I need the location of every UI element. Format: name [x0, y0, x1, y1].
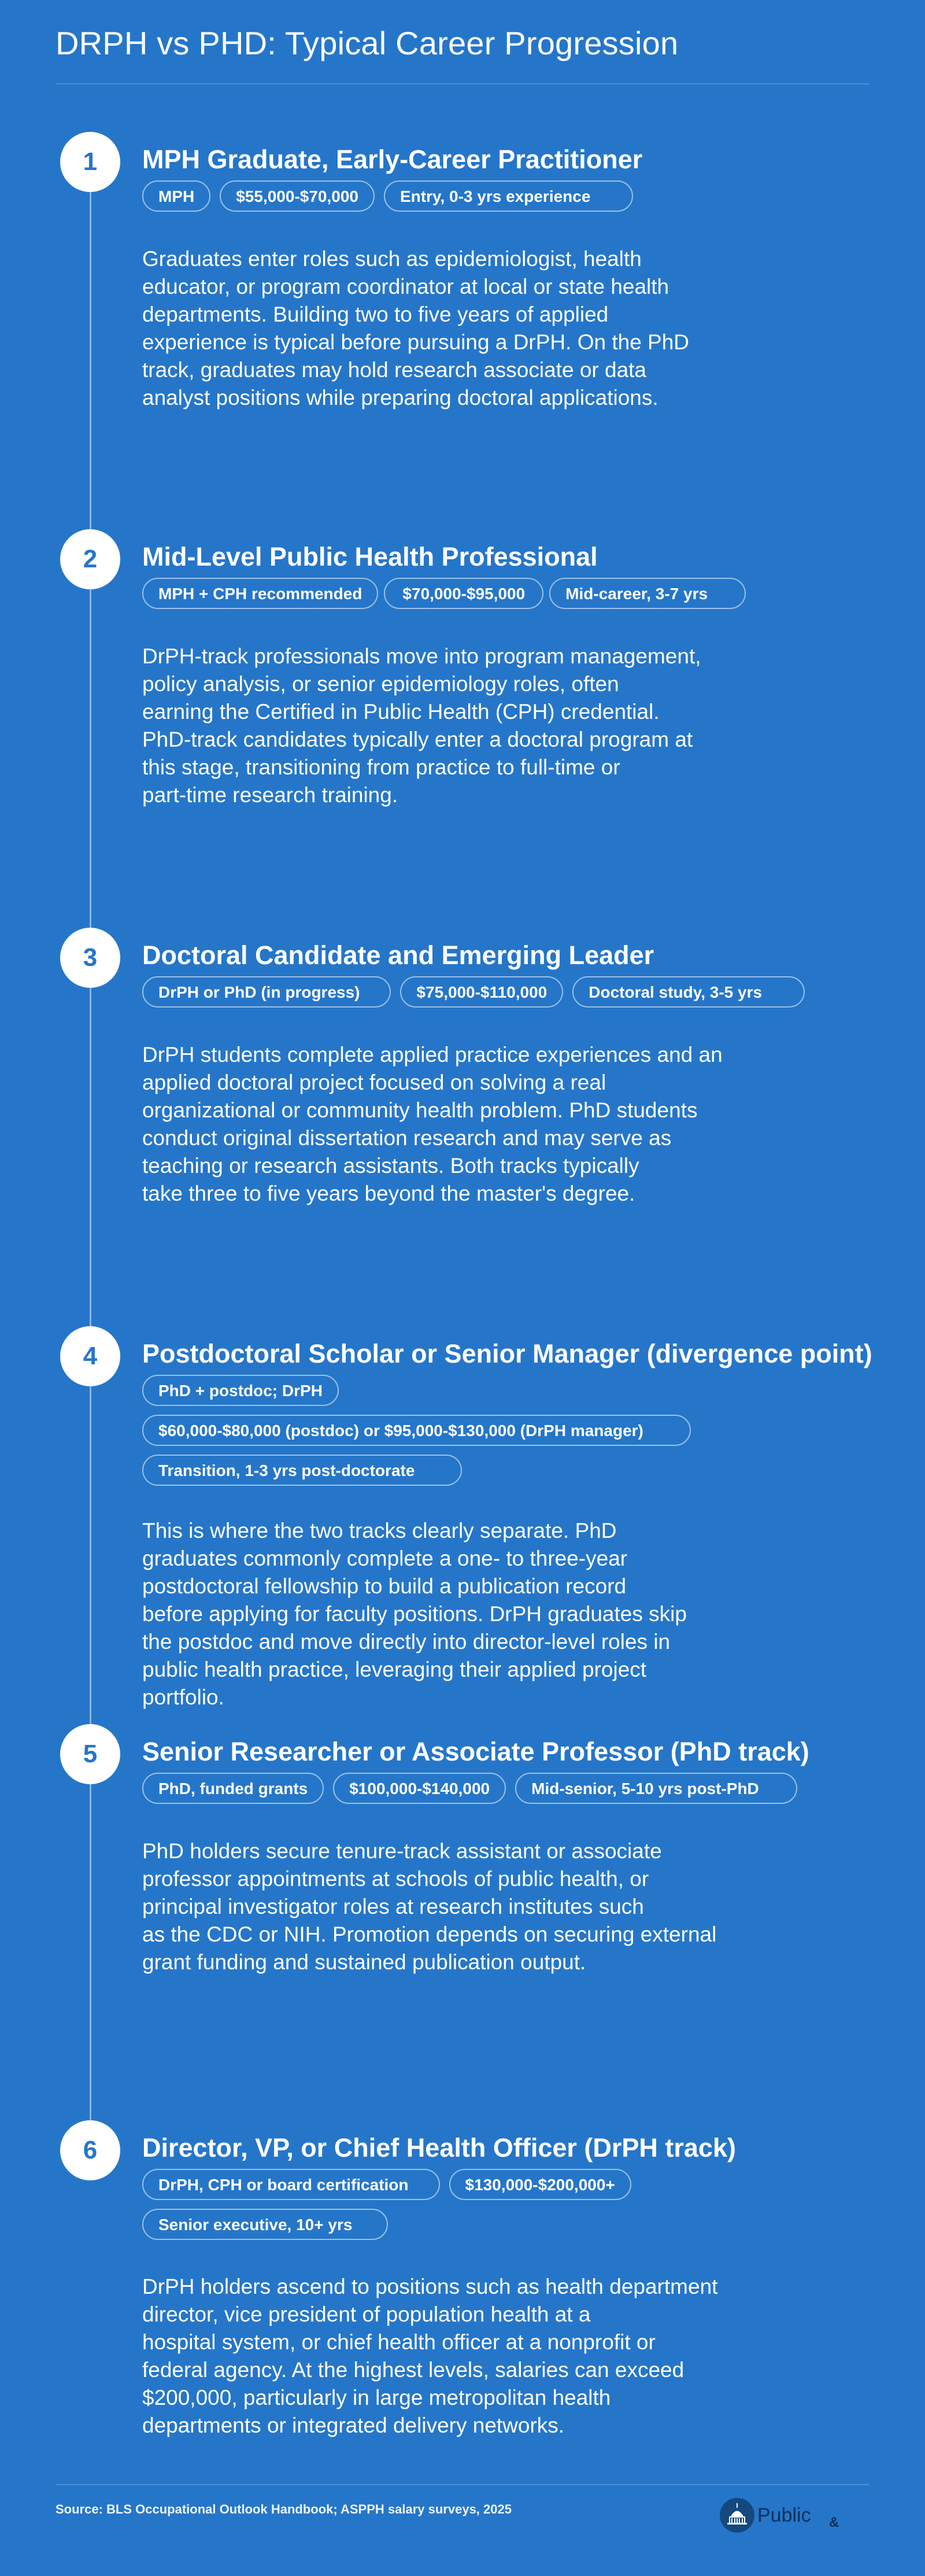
salary-pill: $60,000-$80,000 (postdoc) or $95,000-$130,000 (DrPH manager) [142, 1415, 691, 1446]
credential-pill: MPH [142, 180, 210, 212]
stage-tags [142, 2169, 871, 2249]
stage-title: Postdoctoral Scholar or Senior Manager (divergence point) [142, 1339, 872, 1368]
experience-pill: Mid-senior, 5-10 yrs post-PhD [515, 1773, 797, 1804]
stage-number-badge: 2 [60, 529, 120, 589]
stage-title: MPH Graduate, Early-Career Practitioner [142, 145, 643, 174]
experience-pill: Mid-career, 3-7 yrs [549, 578, 746, 609]
stage-title: Doctoral Candidate and Emerging Leader [142, 940, 654, 970]
stage-number-badge: 1 [60, 132, 120, 192]
credential-pill: PhD, funded grants [142, 1773, 324, 1804]
source-note: Source: BLS Occupational Outlook Handbook; ASPPH salary surveys, 2025 [56, 2502, 512, 2516]
stage-title: Senior Researcher or Associate Professor (PhD track) [142, 1737, 809, 1766]
salary-pill: $75,000-$110,000 [400, 976, 563, 1007]
credential-pill: DrPH or PhD (in progress) [142, 976, 391, 1007]
brand-logo [719, 2497, 839, 2533]
experience-pill: Transition, 1-3 yrs post-doctorate [142, 1455, 462, 1486]
timeline-line [90, 162, 91, 2140]
stage-tags [142, 578, 871, 618]
stage-tags [142, 1375, 871, 1494]
experience-pill: Entry, 0-3 yrs experience [384, 180, 633, 212]
stage-number-badge: 6 [60, 2120, 120, 2180]
credential-pill: PhD + postdoc; DrPH [142, 1375, 339, 1406]
salary-pill: $130,000-$200,000+ [449, 2169, 631, 2200]
credential-pill: MPH + CPH recommended [142, 578, 378, 609]
stage-description: Graduates enter roles such as epidemiologist, health educator, or program coordinator at local or state health departments. Building two to five years of applied experience is typical before pursuing a DrPH. On the PhD track, graduates may hold research associate or data analyst positions while preparing doctoral applications. [142, 247, 690, 409]
footer-divider [56, 2484, 870, 2485]
stage-number-badge: 5 [60, 1724, 120, 1784]
experience-pill: Doctoral study, 3-5 yrs [572, 976, 805, 1007]
logo-text: Public [757, 2504, 811, 2526]
salary-pill: $100,000-$140,000 [333, 1773, 506, 1804]
experience-pill: Senior executive, 10+ yrs [142, 2209, 388, 2240]
stage-tags [142, 180, 871, 220]
stage-description: DrPH students complete applied practice experiences and an applied doctoral project focused on solving a real organizational or community health problem. PhD students conduct original dissertation research and may serve as teaching or research assistants. Both tracks typically take three to five years beyond the master's degree. [142, 1043, 723, 1205]
logo-ampersand: & [829, 2515, 839, 2530]
salary-pill: $55,000-$70,000 [220, 180, 375, 212]
credential-pill: DrPH, CPH or board certification [142, 2169, 440, 2200]
stage-tags [142, 1773, 871, 1813]
salary-pill: $70,000-$95,000 [384, 578, 543, 609]
stage-tags [142, 976, 871, 1016]
stage-description: DrPH-track professionals move into program management, policy analysis, or senior epidemiology roles, often earning the Certified in Public Health (CPH) credential. PhD-track candidates typically enter a doctoral program at this stage, transitioning from practice to full-time or part-time research training. [142, 644, 701, 807]
stage-description: PhD holders secure tenure-track assistant or associate professor appointments at schools of public health, or principal investigator roles at research institutes such as the CDC or NIH. Promotion depends on securing external grant funding and sustained publication output. [142, 1839, 717, 1974]
stage-number-badge: 4 [60, 1326, 120, 1386]
header-divider [56, 83, 870, 84]
page-title: DRPH vs PHD: Typical Career Progression [56, 25, 679, 61]
stage-description: DrPH holders ascend to positions such as health department director, vice president of population health at a hospital system, or chief health officer at a nonprofit or federal agency. At the highest levels, salaries can exceed $200,000, particularly in large metropolitan health departments or integrated delivery networks. [142, 2275, 718, 2437]
stage-title: Mid-Level Public Health Professional [142, 542, 598, 571]
capitol-dome-icon [719, 2497, 755, 2533]
stage-title: Director, VP, or Chief Health Officer (DrPH track) [142, 2133, 736, 2162]
stage-description: This is where the two tracks clearly separate. PhD graduates commonly complete a one- to three-year postdoctoral fellowship to build a publication record before applying for faculty positions. DrPH graduates skip the postdoc and move directly into director-level roles in public health practice, leveraging their applied project portfolio. [142, 1519, 687, 1709]
stage-number-badge: 3 [60, 928, 120, 988]
